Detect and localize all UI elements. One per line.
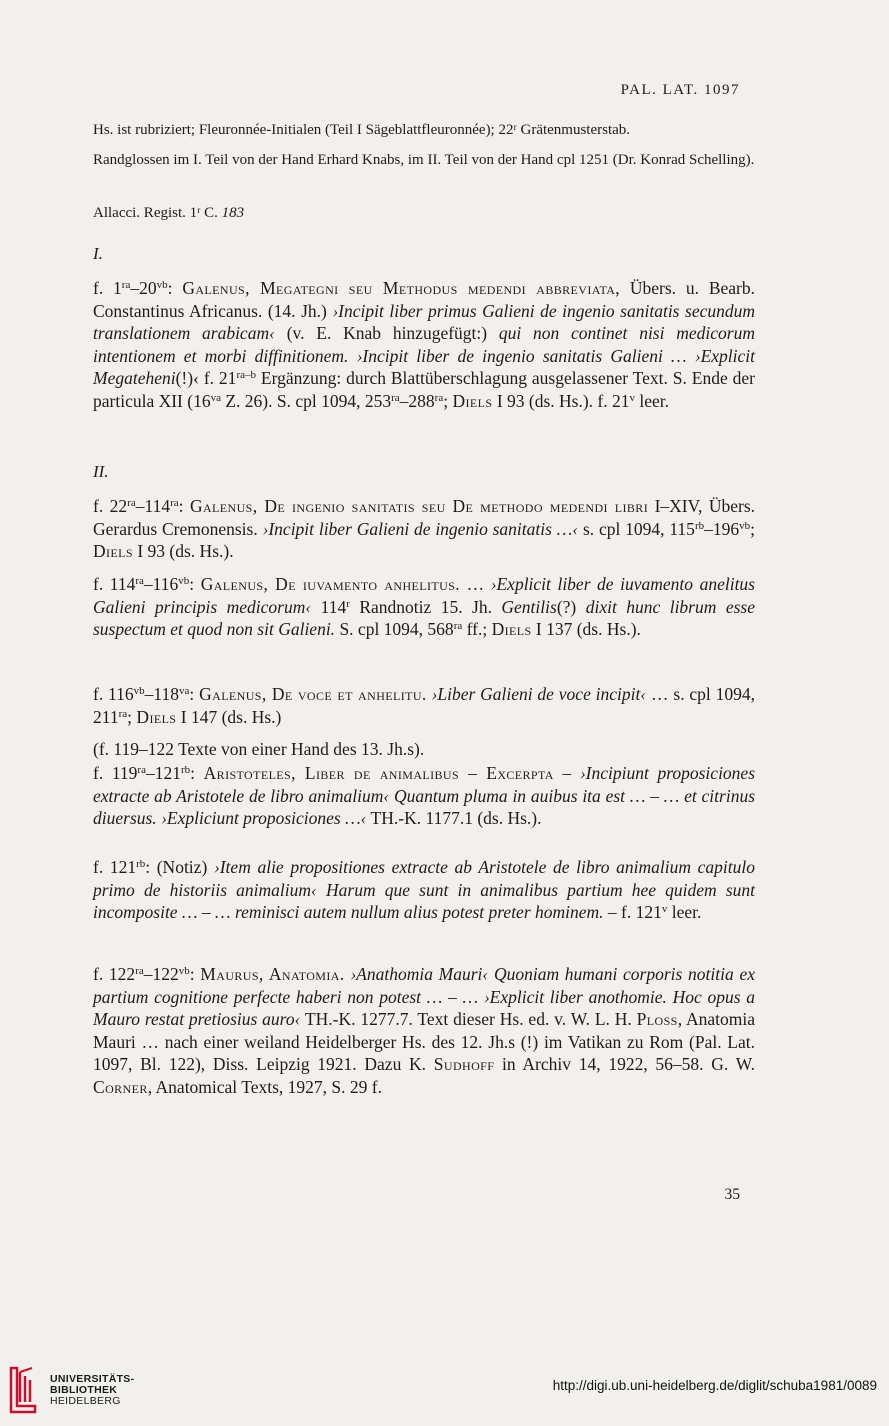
folio-sup: v xyxy=(629,391,636,404)
entry-text: –196 xyxy=(704,518,740,539)
folio-sup: vb xyxy=(178,965,190,977)
folio-ref: f. 122 xyxy=(93,964,136,984)
intro-line-1: Hs. ist rubriziert; Fleuronnée-Initialen (Teil I Sägeblattfleuronnée); 22ʳ Grätenmusterstab. xyxy=(93,122,631,138)
entry-8 xyxy=(93,963,755,1098)
folio-sup: ra xyxy=(135,965,144,977)
folio-sup: vb xyxy=(156,279,168,291)
incipit-text: ›Liber Galieni de voce incipit‹ xyxy=(431,684,647,704)
folio-ref: f. 22 xyxy=(93,496,128,516)
entry-text: , Anatomia Mauri … nach einer weiland Heidelberger Hs. des 12. Jh.s (!) im Vatikan zu Rom (Pal. Lat. 1097, Bl. 122), Diss. Leipzig 1921. Dazu K. xyxy=(93,1009,756,1074)
folio-sup: vb xyxy=(178,575,190,587)
entry-5: (f. 119–122 Texte von einer Hand des 13. Jh.s). xyxy=(93,739,425,759)
source-url-link[interactable]: http://digi.ub.uni-heidelberg.de/diglit/schuba1981/0089 xyxy=(552,1378,877,1393)
author-ref: Diels xyxy=(93,541,133,561)
folio-sup: ra xyxy=(121,279,131,291)
intro-line-2: Randglossen im I. Teil von der Hand Erhard Knabs, im II. Teil von der Hand cpl 1251 (Dr. Konrad Schelling). xyxy=(93,152,755,168)
entry-text: I 137 (ds. Hs.). xyxy=(531,619,641,639)
footer-bar xyxy=(0,1360,889,1426)
entry-text: Z. 26). S. cpl 1094, 253 xyxy=(220,390,392,411)
section-heading-1: I. xyxy=(93,244,103,263)
entry-4 xyxy=(93,683,755,728)
folio-sup: ra xyxy=(135,575,144,587)
folio-sup: rb xyxy=(180,764,191,776)
intro-glosses xyxy=(93,150,755,170)
entry-text: (!)‹ f. 21 xyxy=(175,368,237,388)
colon: : xyxy=(189,684,200,704)
author-ref: Diels xyxy=(491,619,532,639)
incipit-text: ›Incipit liber Galieni de ingenio sanitatis …‹ xyxy=(262,518,579,539)
incipit-text: ›Anathomia Mauri‹ Quoniam humani corporis notitia ex partium cognitione perfecte haberi non potest … – … ›Explicit liber anothomie. Hoc opus a Mauro restat pretiosius auro‹ xyxy=(93,964,755,1029)
folio-sup: va xyxy=(179,685,190,697)
entry-text: ; xyxy=(443,390,453,411)
entry-text: S. cpl 1094, 568 xyxy=(335,619,454,639)
folio-sup: ra xyxy=(391,391,400,404)
entry-text: 114 xyxy=(311,596,347,617)
entry-block-3 xyxy=(93,573,755,641)
entry-block-2 xyxy=(93,495,755,563)
folio-sup: ra–b xyxy=(236,369,256,381)
entry-text: : (Notiz) xyxy=(145,857,214,877)
incipit-text: ›Incipiunt proposiciones extracte ab Aristotele de libro animalium‹ Quantum pluma in auibus ita est … – … et citrinus diuersus. ›Expliciunt proposiciones …‹ xyxy=(93,763,756,828)
entry-text: leer. xyxy=(635,390,670,411)
entry-3 xyxy=(93,573,755,641)
entry-2 xyxy=(93,495,755,563)
entry-text: – xyxy=(553,763,580,783)
intro-allacci xyxy=(93,203,755,223)
entry-block-7 xyxy=(93,856,755,924)
folio-ref: –118 xyxy=(144,684,179,704)
entry-text: Übers. u. Bearb. Constantinus Africanus. (14. Jh.) xyxy=(93,278,756,321)
entry-6 xyxy=(93,762,755,830)
folio-sup: ra xyxy=(118,707,128,720)
folio-ref: f. 1 xyxy=(93,278,122,298)
entry-text: TH.-K. 1177.1 (ds. Hs.). xyxy=(366,808,542,828)
entry-text: –288 xyxy=(399,390,435,411)
entry-text: s. cpl 1094, 115 xyxy=(578,518,695,539)
folio-sup: vb xyxy=(739,519,751,532)
entry-text: – f. 121 xyxy=(603,902,662,922)
entry-text: … s. cpl 1094, 211 xyxy=(93,684,755,727)
entry-text: Ergänzung: durch Blattüberschlagung ausgelassener Text. S. Ende der particula XII (16 xyxy=(93,368,756,411)
library-name xyxy=(50,1374,134,1407)
entry-text: , Anatomical Texts, 1927, S. 29 f. xyxy=(147,1076,382,1097)
entry-block-8 xyxy=(93,963,755,1098)
entry-block-4 xyxy=(93,683,755,728)
folio-sup: rb xyxy=(136,858,146,870)
intro-rubrication xyxy=(93,120,755,140)
page-number: 35 xyxy=(724,1186,740,1203)
entry-text: leer. xyxy=(667,902,702,922)
author-ref: Sudhoff xyxy=(433,1054,495,1074)
section-heading-2: II. xyxy=(93,462,109,481)
author-ref: Ploss xyxy=(636,1009,678,1029)
entry-author-title: Maurus, Anatomia. xyxy=(200,964,345,984)
running-head: PAL. LAT. 1097 xyxy=(620,82,740,98)
folio-ref: f. 114 xyxy=(93,574,136,594)
entry-text: Randnotiz 15. Jh. xyxy=(349,596,502,617)
allacci-prefix: Allacci. Regist. 1ʳ C. xyxy=(93,205,218,221)
entry-block-5 xyxy=(93,738,755,761)
incipit-text: dixit hunc librum esse suspectum et quod non sit Galieni. xyxy=(93,596,755,639)
colon: : xyxy=(190,763,204,783)
colon: : xyxy=(189,574,201,594)
entry-text: ff.; xyxy=(462,619,492,639)
colon: : xyxy=(189,964,201,984)
entry-author-title: Galenus, Megategni seu Methodus medendi abbreviata, xyxy=(182,278,621,298)
entry-author-title: Galenus, De ingenio sanitatis seu De methodo medendi libri xyxy=(189,496,649,516)
incipit-text: ›Item alie propositiones extracte ab Aristotele de libro animalium capitulo primo de historiis animalium‹ Harum que sunt in animalibus partium hee quidem sunt incomposite … – … reminisci autem nullum alius potest preter hominem. xyxy=(93,857,756,922)
incipit-text: qui non continet nisi medicorum intentionem et morbi diffinitionem. ›Incipit liber de ingenio sanitatis Galieni … ›Explicit Megateheni xyxy=(93,323,755,388)
entry-1 xyxy=(93,277,755,412)
entry-text: TH.-K. 1277.7. Text dieser Hs. ed. v. W. L. H. xyxy=(300,1009,637,1029)
incipit-text: ›Incipit liber primus Galieni de ingenio sanitatis secundum translationem arabicam‹ xyxy=(93,300,755,343)
folio-sup: v xyxy=(661,903,668,915)
entry-text: I–XIV, Übers. Gerardus Cremonensis. xyxy=(93,496,756,539)
folio-ref: –122 xyxy=(143,964,179,984)
folio-ref: –116 xyxy=(143,574,179,594)
library-name-line-1: UNIVERSITÄTS- xyxy=(50,1373,135,1385)
entry-7 xyxy=(93,856,755,924)
library-logo-icon xyxy=(8,1366,38,1414)
entry-text: I 147 (ds. Hs.) xyxy=(176,706,282,727)
folio-sup: ra xyxy=(453,620,463,632)
entry-text: (v. E. Knab hinzugefügt:) xyxy=(274,323,499,343)
author-ref: Corner xyxy=(93,1076,148,1097)
entry-text: in Archiv 14, 1922, 56–58. G. W. xyxy=(494,1054,755,1074)
entry-author-title: Galenus, De iuvamento anhelitus. xyxy=(200,574,461,594)
folio-sup: ra xyxy=(127,497,136,509)
entry-text: I 93 (ds. Hs.). f. 21 xyxy=(492,390,630,411)
entry-text: ; xyxy=(750,518,755,539)
folio-ref: –20 xyxy=(130,278,157,298)
library-name-line-2: BIBLIOTHEK xyxy=(50,1384,118,1396)
folio-ref: –114 xyxy=(135,496,171,516)
entry-text: ; xyxy=(127,706,137,727)
colon: : xyxy=(167,278,173,298)
colon: : xyxy=(178,496,190,516)
entry-text: (?) xyxy=(556,596,586,617)
author-ref: Diels xyxy=(452,390,493,411)
folio-sup: ra xyxy=(434,391,444,404)
folio-ref: f. 116 xyxy=(93,684,134,704)
entry-author-title: Galenus, De voce et anhelitu. xyxy=(199,684,427,704)
folio-sup: rb xyxy=(694,519,705,532)
folio-sup: ra xyxy=(137,764,146,776)
entry-text: I 93 (ds. Hs.). xyxy=(132,541,234,561)
entry-block-1 xyxy=(93,277,755,412)
folio-sup: ra xyxy=(170,497,179,509)
folio-sup: vb xyxy=(133,685,145,697)
folio-sup: r xyxy=(346,597,350,610)
entry-text: … xyxy=(460,574,491,594)
allacci-number: 183 xyxy=(221,205,245,221)
entry-author-title: Aristoteles, Liber de animalibus – Excerpta xyxy=(203,763,554,783)
folio-ref: f. 119 xyxy=(93,763,138,783)
folio-ref: –121 xyxy=(145,763,181,783)
incipit-text: Gentilis xyxy=(501,596,557,617)
folio-ref: f. 121 xyxy=(93,857,137,877)
folio-sup: va xyxy=(210,391,221,404)
author-ref: Diels xyxy=(136,706,177,727)
entry-block-6 xyxy=(93,762,755,830)
incipit-text: ›Explicit liber de iuvamento anelitus Galieni principis medicorum‹ xyxy=(93,574,755,617)
library-name-line-3: HEIDELBERG xyxy=(50,1395,121,1407)
